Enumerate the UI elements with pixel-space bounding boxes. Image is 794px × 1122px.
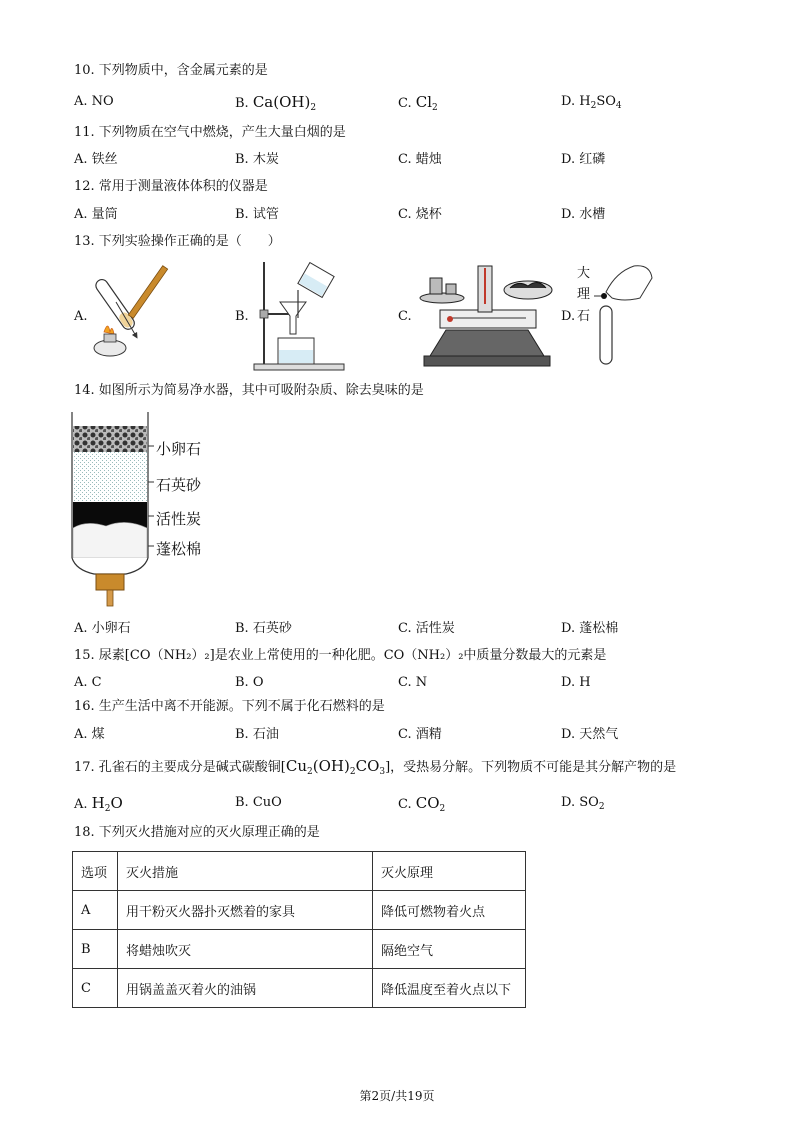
q11-option-d: D. 红磷: [561, 152, 606, 167]
q13-option-a: A.: [74, 309, 88, 324]
test-tube-holder: [128, 266, 167, 319]
hand: [606, 266, 652, 300]
q16-option-a: A. 煤: [74, 727, 105, 742]
q15-option-b: B. O: [235, 675, 264, 690]
balance-figure: [416, 260, 556, 370]
weight: [430, 278, 442, 294]
flame: [104, 326, 114, 334]
q12-option-c: C. 烧杯: [398, 207, 442, 222]
table-header-cell: 灭火措施: [118, 852, 373, 891]
table-cell: 降低可燃物着火点: [373, 891, 526, 930]
q10-stem: 10. 下列物质中，含金属元素的是: [74, 63, 268, 78]
pouring-beaker: [298, 263, 334, 298]
q16-option-c: C. 酒精: [398, 727, 442, 742]
q10-option-b: B. $Ca(OH)_2$: [235, 93, 317, 113]
table-cell: 用锅盖盖灭着火的油锅: [118, 969, 373, 1008]
q14-option-b: B. 石英砂: [235, 621, 292, 636]
test-tube: [600, 306, 612, 364]
q17-stem: 17. 孔雀石的主要成分是碱式碳酸铜$[Cu_2(OH)_2CO_3]$，受热易分解。下列物质不可能是其分解产物的是: [74, 757, 677, 777]
q17-option-c: C. $CO_2$: [398, 794, 446, 814]
q14-option-c: C. 活性炭: [398, 621, 455, 636]
pebble-layer: [73, 426, 147, 452]
right-pan: [504, 281, 552, 299]
q10-option-c: C. $Cl_2$: [398, 93, 438, 113]
q14-stem: 14. 如图所示为简易净水器，其中可吸附杂质、除去臭味的是: [74, 383, 424, 398]
q13-option-d: D.: [561, 309, 576, 324]
q16-option-b: B. 石油: [235, 727, 279, 742]
test-tube: [94, 277, 137, 331]
q12-option-a: A. 量筒: [74, 207, 118, 222]
table-header-cell: 灭火原理: [373, 852, 526, 891]
q11-option-a: A. 铁丝: [74, 152, 118, 167]
q15-option-a: A. C: [74, 675, 102, 690]
q10-option-a: A. NO: [74, 94, 114, 109]
table-row: [73, 930, 526, 969]
marble-label-3: 石: [577, 309, 591, 324]
q17-option-d: D. $SO_2$: [561, 795, 605, 812]
q11-stem: 11. 下列物质在空气中燃烧，产生大量白烟的是: [74, 125, 346, 140]
funnel: [280, 302, 306, 334]
outlet-tube: [107, 590, 113, 606]
q15-option-c: C. N: [398, 675, 428, 690]
table-cell: 将蜡烛吹灭: [118, 930, 373, 969]
table-cell: C: [73, 969, 118, 1008]
cotton-layer: [73, 522, 147, 558]
q11-option-c: C. 蜡烛: [398, 152, 442, 167]
q15-option-d: D. H: [561, 675, 591, 690]
marble-label-2: 理: [577, 287, 591, 302]
page-footer: 第2页/共19页: [359, 1089, 435, 1103]
filtration-figure: [250, 258, 350, 372]
table-cell: A: [73, 891, 118, 930]
q13-option-c: C.: [398, 309, 412, 324]
q12-option-b: B. 试管: [235, 207, 279, 222]
q12-option-d: D. 水槽: [561, 207, 606, 222]
balance-base: [430, 330, 544, 356]
layer-label-pebble: 小卵石: [156, 440, 202, 458]
stopper: [96, 574, 124, 590]
q14-option-a: A. 小卵石: [74, 621, 131, 636]
q16-option-d: D. 天然气: [561, 727, 619, 742]
q18-table: [72, 851, 526, 1008]
quartz-sand-layer: [73, 452, 147, 502]
q14-option-d: D. 蓬松棉: [561, 621, 619, 636]
layer-label-activated-carbon: 活性炭: [156, 510, 202, 528]
table-cell: B: [73, 930, 118, 969]
table-cell: 用干粉灭火器扑灭燃着的家具: [118, 891, 373, 930]
marble-piece: [601, 293, 607, 299]
marble-label-1: 大: [577, 266, 591, 281]
q10-option-d: D. $H_2SO_4$: [561, 94, 622, 111]
layer-label-cotton: 蓬松棉: [156, 540, 202, 558]
q18-stem: 18. 下列灭火措施对应的灭火原理正确的是: [74, 825, 320, 840]
table-cell: 降低温度至着火点以下: [373, 969, 526, 1008]
q13-option-b: B.: [235, 309, 249, 324]
q15-stem: 15. 尿素[CO（NH₂）₂]是农业上常使用的一种化肥。CO（NH₂）₂中质量分数最大的元素是: [74, 648, 607, 663]
table-row: [73, 969, 526, 1008]
q11-option-b: B. 木炭: [235, 152, 279, 167]
water-purifier-figure: [66, 408, 156, 608]
table-header-row: [73, 852, 526, 891]
table-cell: 隔绝空气: [373, 930, 526, 969]
table-header-cell: 选项: [73, 852, 118, 891]
q17-option-a: A. $H_2O$: [74, 794, 123, 814]
q12-stem: 12. 常用于测量液体体积的仪器是: [74, 179, 268, 194]
q17-option-b: B. CuO: [235, 795, 282, 810]
balance-beam: [440, 310, 536, 328]
q13-stem: 13. 下列实验操作正确的是（ ）: [74, 234, 281, 249]
q16-stem: 16. 生产生活中离不开能源。下列不属于化石燃料的是: [74, 699, 385, 714]
table-row: [73, 891, 526, 930]
layer-label-quartz-sand: 石英砂: [156, 476, 202, 494]
test-tube-heating-figure: [86, 262, 174, 366]
